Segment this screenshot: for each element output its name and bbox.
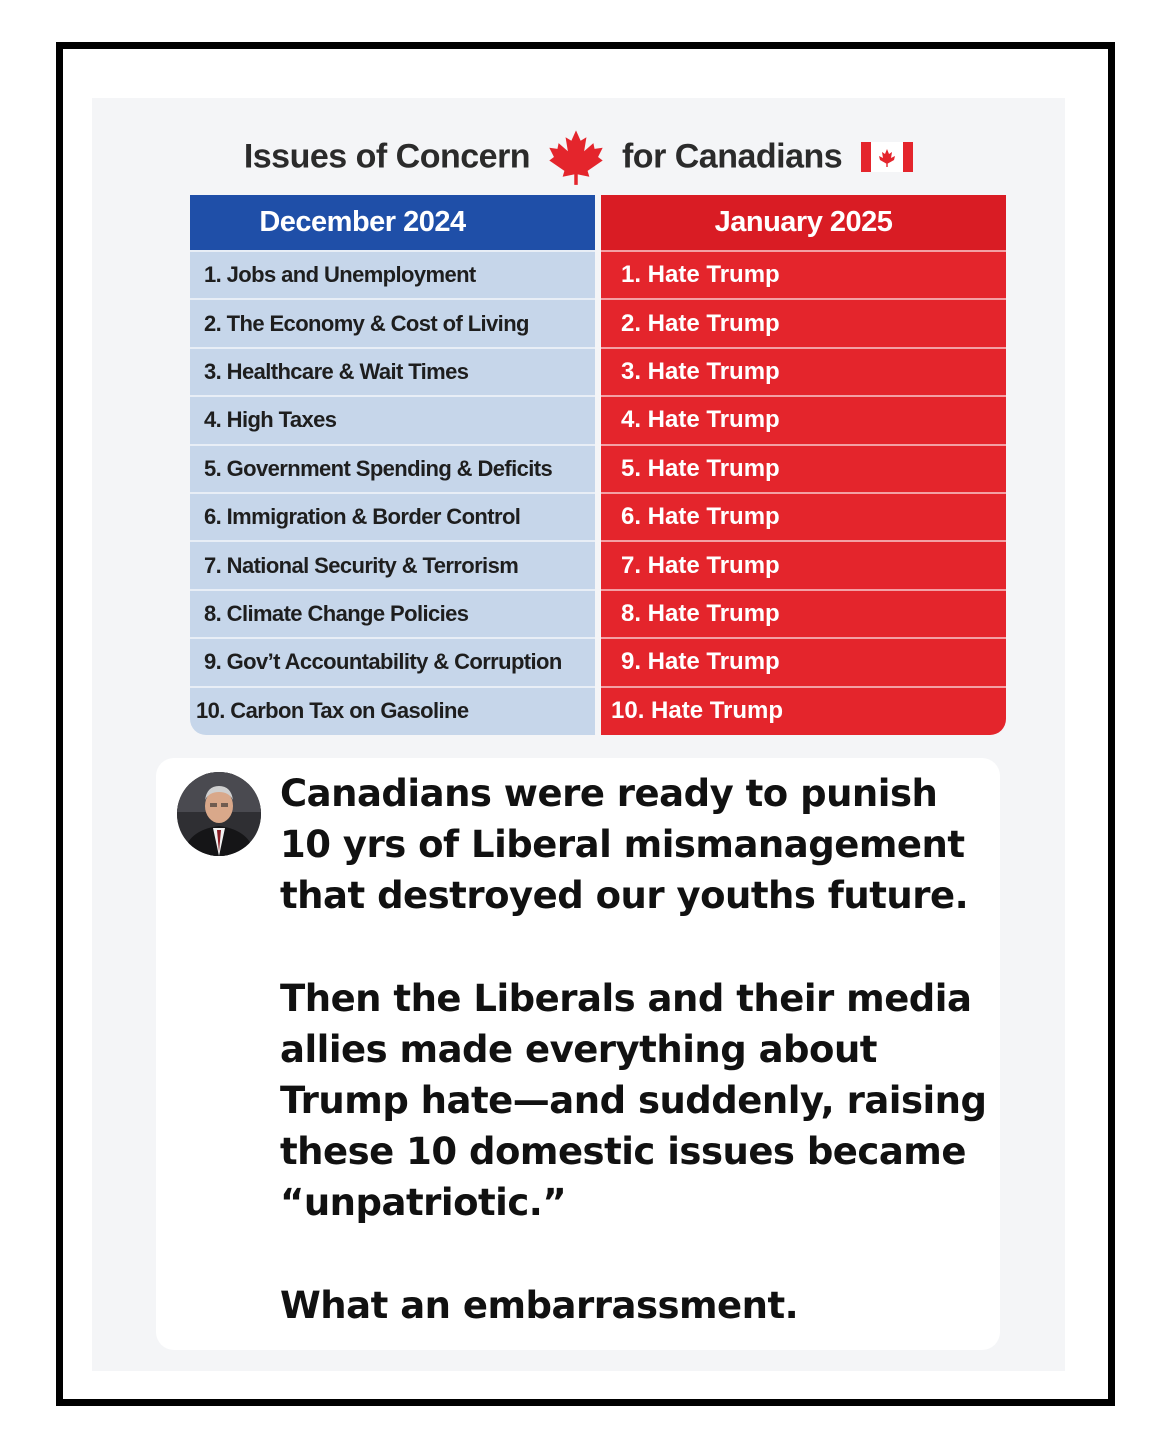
person-portrait-icon: [177, 772, 261, 856]
december-row: 9. Gov’t Accountability & Corruption: [190, 637, 595, 685]
january-row: 7. Hate Trump: [601, 540, 1006, 588]
post-text: [280, 768, 990, 1331]
title-right: for Canadians: [621, 137, 843, 176]
december-row: 1. Jobs and Unemployment: [190, 250, 595, 298]
january-row: 4. Hate Trump: [601, 395, 1006, 443]
january-row: 5. Hate Trump: [601, 444, 1006, 492]
december-row: 6. Immigration & Border Control: [190, 492, 595, 540]
issues-table: [190, 195, 1006, 735]
post-paragraph: What an embarrassment.: [280, 1284, 799, 1327]
avatar[interactable]: [177, 772, 261, 856]
december-column: [190, 195, 595, 735]
post-card: [156, 758, 1000, 1350]
january-row: 1. Hate Trump: [601, 250, 1006, 298]
january-row: 8. Hate Trump: [601, 589, 1006, 637]
picture-frame: [56, 42, 1115, 1406]
december-row: 2. The Economy & Cost of Living: [190, 298, 595, 346]
canada-flag-icon: [861, 142, 913, 172]
meme-panel: [92, 98, 1065, 1371]
january-column: [601, 195, 1006, 735]
december-row: 8. Climate Change Policies: [190, 589, 595, 637]
december-row: 7. National Security & Terrorism: [190, 540, 595, 588]
post-paragraph: Then the Liberals and their media allies made everything about Trump hate—and suddenly, raising these 10 domestic issues became “unpatriotic.”: [280, 977, 987, 1224]
post-paragraph: Canadians were ready to punish 10 yrs of Liberal mismanagement that destroyed our youths future.: [280, 772, 969, 917]
title-left: Issues of Concern: [243, 137, 531, 176]
january-row: 2. Hate Trump: [601, 298, 1006, 346]
january-row: 6. Hate Trump: [601, 492, 1006, 540]
january-header: January 2025: [601, 195, 1006, 250]
december-row: 4. High Taxes: [190, 395, 595, 443]
maple-leaf-icon: [547, 128, 605, 186]
january-row: 10. Hate Trump: [601, 686, 1006, 734]
january-row: 9. Hate Trump: [601, 637, 1006, 685]
january-row: 3. Hate Trump: [601, 347, 1006, 395]
december-header: December 2024: [190, 195, 595, 250]
december-row: 10. Carbon Tax on Gasoline: [190, 686, 595, 734]
december-row: 3. Healthcare & Wait Times: [190, 347, 595, 395]
graphic-title: [92, 128, 1065, 186]
december-row: 5. Government Spending & Deficits: [190, 444, 595, 492]
